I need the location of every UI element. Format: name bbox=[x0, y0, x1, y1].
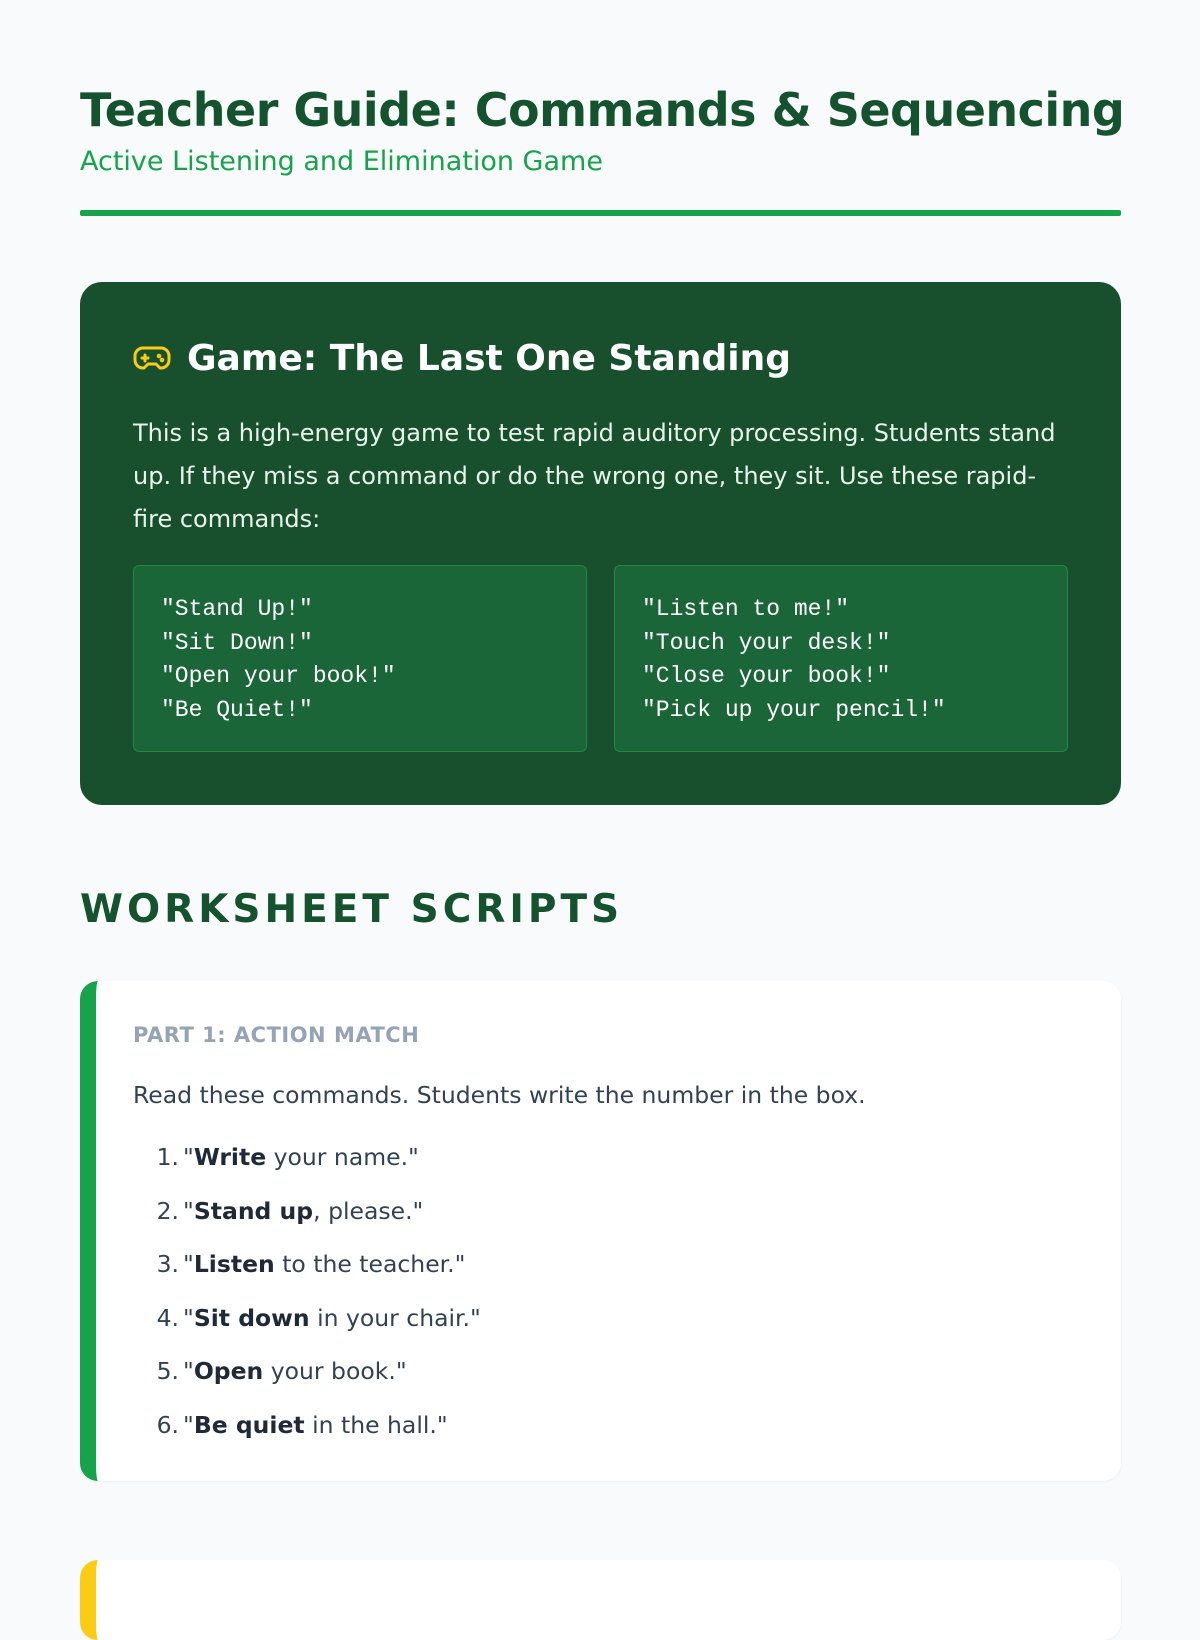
command-keyword: Open bbox=[193, 1357, 264, 1385]
script-list bbox=[133, 1141, 1081, 1441]
item-number: 3. bbox=[156, 1250, 179, 1278]
command-line: "Stand Up!" bbox=[161, 596, 313, 622]
item-text bbox=[183, 1248, 465, 1280]
open-quote: " bbox=[183, 1143, 194, 1171]
command-keyword: Be quiet bbox=[193, 1410, 305, 1439]
page-subtitle: Active Listening and Elimination Game bbox=[80, 146, 603, 177]
list-item bbox=[133, 1141, 1081, 1173]
commands-box-right bbox=[614, 565, 1068, 752]
worksheet-scripts-heading: WORKSHEET SCRIPTS bbox=[80, 887, 624, 932]
game-title-row bbox=[133, 334, 1068, 382]
item-number: 2. bbox=[156, 1196, 179, 1225]
open-quote: " bbox=[183, 1410, 194, 1439]
list-item bbox=[133, 1195, 1081, 1227]
item-text bbox=[183, 1355, 407, 1387]
part-label: PART 1: ACTION MATCH bbox=[133, 1023, 420, 1047]
command-keyword: Write bbox=[193, 1143, 267, 1171]
list-item bbox=[133, 1248, 1081, 1280]
command-rest: to the teacher." bbox=[274, 1250, 466, 1278]
page-title: Teacher Guide: Commands & Sequencing bbox=[80, 83, 1125, 137]
gamepad-icon bbox=[133, 342, 171, 374]
open-quote: " bbox=[183, 1196, 194, 1225]
part-1-card bbox=[80, 981, 1121, 1481]
command-keyword: Sit down bbox=[193, 1303, 310, 1332]
command-rest: in the hall." bbox=[304, 1410, 448, 1439]
teacher-guide-page bbox=[80, 0, 1125, 1481]
part-instruction: Read these commands. Students write the number in the box. bbox=[133, 1081, 866, 1109]
command-rest: , please." bbox=[313, 1196, 424, 1225]
item-number: 1. bbox=[156, 1143, 179, 1171]
game-title: Game: The Last One Standing bbox=[187, 337, 791, 379]
command-keyword: Stand up bbox=[193, 1196, 314, 1225]
command-line: "Listen to me!" bbox=[642, 596, 850, 622]
part-2-card-partial bbox=[80, 1560, 1121, 1640]
commands-box-left bbox=[133, 565, 587, 752]
command-line: "Touch your desk!" bbox=[642, 629, 891, 656]
open-quote: " bbox=[183, 1357, 194, 1385]
item-number: 6. bbox=[156, 1410, 179, 1439]
command-keyword: Listen bbox=[193, 1250, 275, 1278]
list-item bbox=[133, 1355, 1081, 1387]
header-divider bbox=[80, 210, 1121, 216]
command-line: "Close your book!" bbox=[642, 663, 891, 689]
item-text bbox=[183, 1409, 448, 1441]
command-line: "Open your book!" bbox=[161, 663, 396, 689]
command-rest: your book." bbox=[263, 1357, 407, 1385]
command-rest: in your chair." bbox=[309, 1303, 481, 1332]
game-description: This is a high-energy game to test rapid auditory processing. Students stand up. If they miss a command or do the wrong one, they sit. Use these rapid-fire commands: bbox=[133, 419, 1056, 533]
open-quote: " bbox=[183, 1250, 194, 1278]
item-text bbox=[183, 1302, 481, 1334]
item-number: 4. bbox=[156, 1303, 179, 1332]
open-quote: " bbox=[183, 1303, 194, 1332]
list-item bbox=[133, 1302, 1081, 1334]
item-text bbox=[183, 1195, 423, 1227]
command-line: "Pick up your pencil!" bbox=[642, 696, 946, 723]
game-card bbox=[80, 282, 1121, 805]
command-line: "Be Quiet!" bbox=[161, 696, 313, 723]
command-rest: your name." bbox=[266, 1143, 419, 1171]
page-header bbox=[80, 0, 1125, 216]
item-number: 5. bbox=[156, 1357, 179, 1385]
command-line: "Sit Down!" bbox=[161, 629, 313, 656]
item-text bbox=[183, 1141, 419, 1173]
list-item bbox=[133, 1409, 1081, 1441]
commands-grid bbox=[133, 565, 1068, 752]
